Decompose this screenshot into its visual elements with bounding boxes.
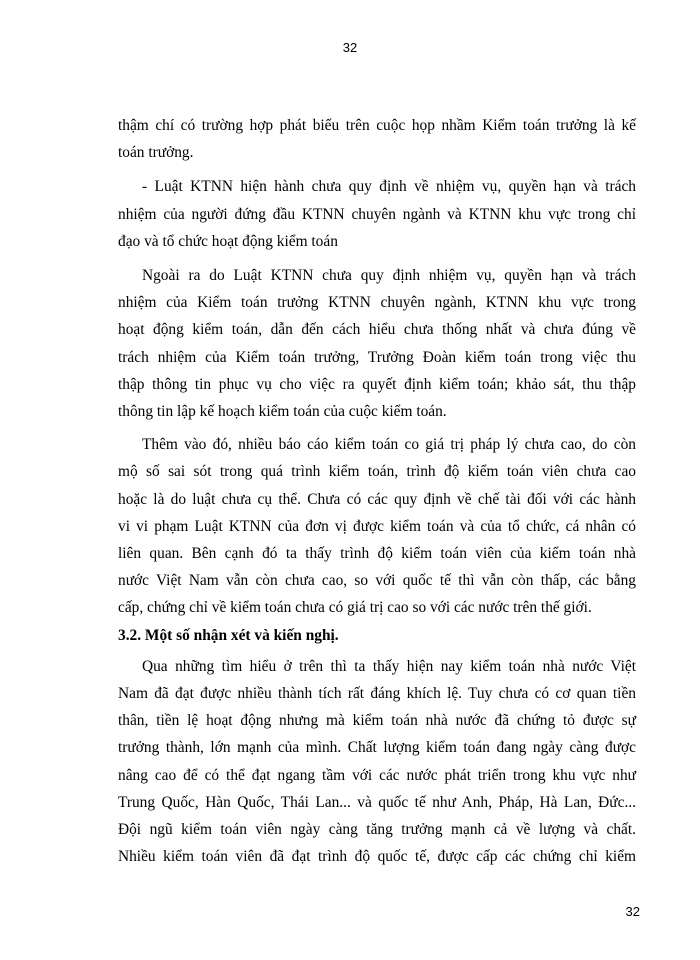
text-line: Nhiều kiểm toán viên đã đạt trình độ quốc tế, được cấp các chứng chỉ kiểm bbox=[118, 848, 636, 866]
text-line: Ngoài ra do Luật KTNN chưa quy định nhiệm vụ, quyền hạn và trách bbox=[142, 267, 636, 285]
paragraph-1 bbox=[118, 112, 636, 166]
text-line: toán trưởng. bbox=[118, 144, 194, 162]
text-line: nhiệm của Kiểm toán trưởng KTNN chuyên ngành, KTNN khu vực trong bbox=[118, 294, 636, 312]
paragraph-2 bbox=[118, 173, 636, 255]
text-line: thập thông tin phục vụ cho việc ra quyết định kiểm toán; khảo sát, thu thập bbox=[118, 375, 636, 393]
paragraph-4 bbox=[118, 431, 636, 621]
text-line: cấp, chứng chỉ về kiểm toán chưa có giá trị cao so với các nước trên thế giới. bbox=[118, 599, 592, 617]
text-line: nhiệm của người đứng đầu KTNN chuyên ngành và KTNN khu vực trong chỉ bbox=[118, 205, 636, 223]
text-line: Nam đã đạt được nhiều thành tích rất đáng khích lệ. Tuy chưa có cơ quan tiền bbox=[118, 685, 636, 703]
text-line: - Luật KTNN hiện hành chưa quy định về nhiệm vụ, quyền hạn và trách bbox=[142, 178, 636, 196]
text-line: hoạt động kiểm toán, dẫn đến cách hiểu chưa thống nhất và chưa đúng về bbox=[118, 321, 636, 339]
document-body bbox=[118, 112, 636, 876]
text-line: thông tin lập kế hoạch kiểm toán của cuộc kiểm toán. bbox=[118, 403, 447, 421]
paragraph-5 bbox=[118, 653, 636, 871]
text-line: nước Việt Nam vẫn còn chưa cao, so với quốc tế thì vẫn còn thấp, các bằng bbox=[118, 572, 636, 590]
section-heading: 3.2. Một số nhận xét và kiến nghị. bbox=[118, 626, 339, 644]
text-line: trưởng thành, lớn mạnh của mình. Chất lượng kiểm toán đang ngày càng được bbox=[118, 739, 636, 757]
text-line: Thêm vào đó, nhiều báo cáo kiểm toán co giá trị pháp lý chưa cao, do còn bbox=[142, 436, 636, 454]
text-line: hoặc là do luật chưa cụ thể. Chưa có các quy định về chế tài đối với các hành bbox=[118, 490, 636, 508]
text-line: Qua những tìm hiểu ở trên thì ta thấy hiện nay kiểm toán nhà nước Việt bbox=[142, 657, 636, 675]
text-line: trách nhiệm của Kiểm toán trưởng, Trưởng Đoàn kiểm toán trong việc thu bbox=[118, 348, 636, 366]
page-number-top: 32 bbox=[342, 40, 358, 55]
text-line: Trung Quốc, Hàn Quốc, Thái Lan... và quốc tế như Anh, Pháp, Hà Lan, Đức... bbox=[118, 793, 636, 811]
text-line: thậm chí có trường hợp phát biểu trên cuộc họp nhầm Kiểm toán trưởng là kế bbox=[118, 117, 636, 134]
text-line: đạo và tổ chức hoạt động kiểm toán bbox=[118, 232, 338, 250]
text-line: vi vi phạm Luật KTNN của đơn vị được kiểm toán và của tổ chức, cá nhân có bbox=[118, 517, 636, 535]
text-line: mộ số sai sót trong quá trình kiểm toán, trình độ kiểm toán viên chưa cao bbox=[118, 463, 636, 481]
text-line: Đội ngũ kiểm toán viên ngày càng tăng trưởng mạnh cả về lượng và chất. bbox=[118, 821, 636, 839]
page-number-bottom: 32 bbox=[625, 904, 640, 919]
text-line: nâng cao để có thể đạt ngang tầm với các nước phát triển trong khu vực như bbox=[118, 766, 636, 784]
paragraph-3 bbox=[118, 262, 636, 425]
text-line: liên quan. Bên cạnh đó ta thấy trình độ kiểm toán viên của kiểm toán nhà bbox=[118, 545, 636, 563]
text-line: thân, tiền lệ hoạt động nhưng mà kiểm toán nhà nước đã chứng tỏ được sự bbox=[118, 712, 636, 730]
